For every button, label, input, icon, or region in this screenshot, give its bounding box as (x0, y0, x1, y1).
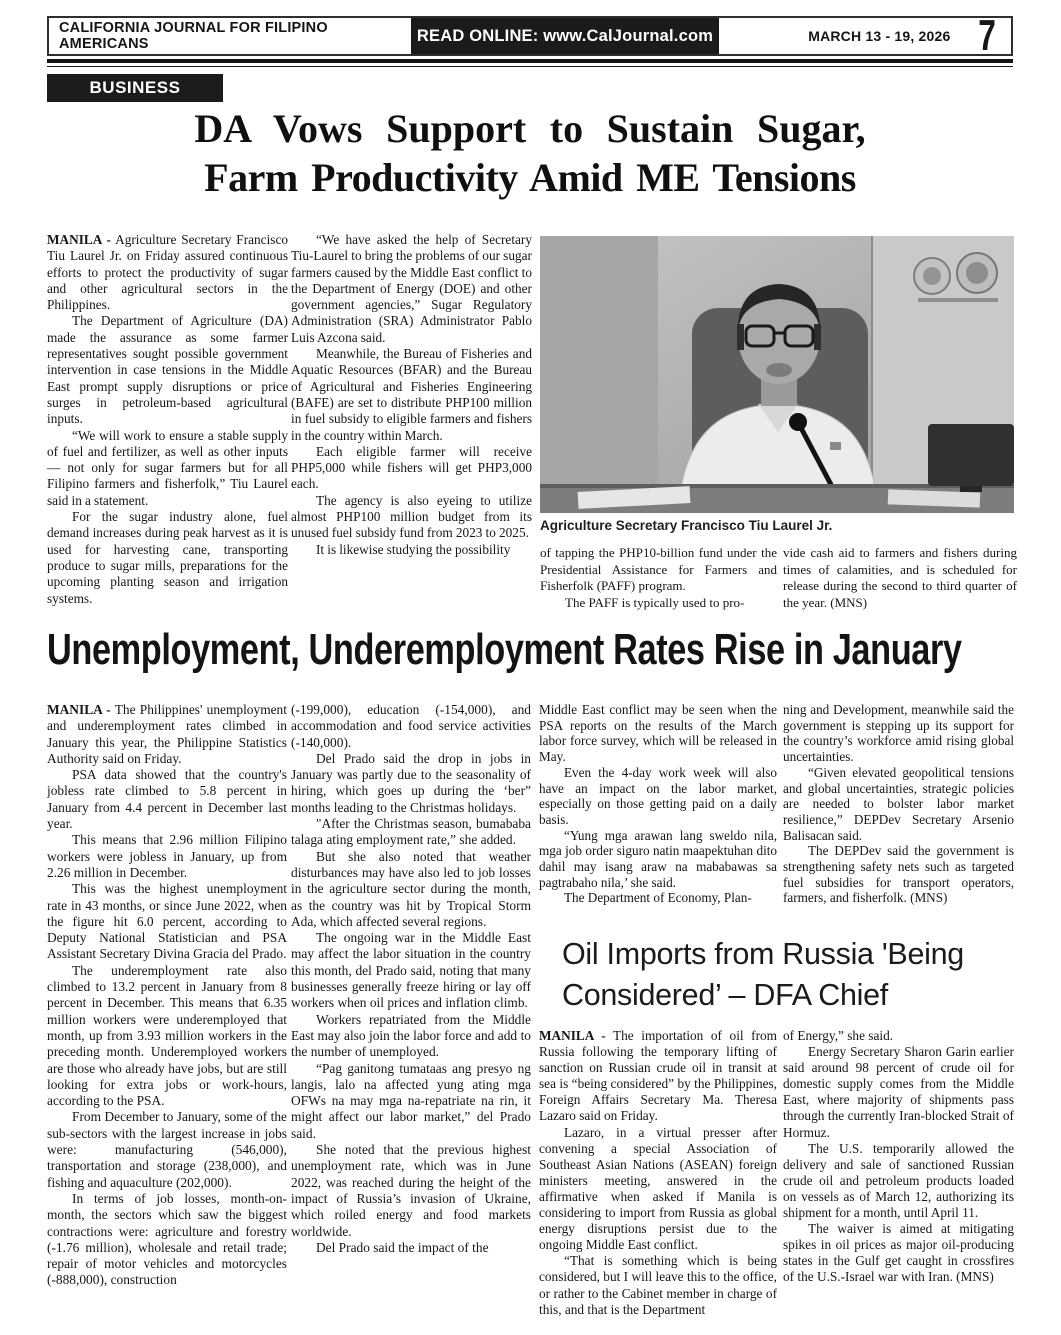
masthead-bar (47, 11, 1013, 60)
paragraph: Each eligible farmer will receive PHP5,000 while fishers will get PHP3,000 each. (291, 443, 532, 492)
paragraph: “That is something which is being considered, but I will leave this to the office, or rather to the Cabinet member in charge of this, and that is the Department (539, 1253, 777, 1317)
article-da-headline (60, 104, 1000, 202)
paragraph: of tapping the PHP10-billion fund under the Presidential Assistance for Farmers and Fisherfolk (PAFF) program. (540, 545, 777, 594)
article-oil-column-1 (539, 1028, 777, 1335)
issue-date: MARCH 13 - 19, 2026 (808, 28, 951, 44)
photo-table (540, 484, 1014, 513)
headline-line: Oil Imports from Russia 'Being (562, 937, 964, 971)
article-oil-column-2 (783, 1028, 1014, 1335)
masthead-rule-thick (47, 59, 1013, 63)
paragraph: The ongoing war in the Middle East may affect the labor situation in the country this month, del Prado said, noting that many businesses generally freeze hiring or lay off workers when oil prices and inflation climb. (291, 930, 531, 1011)
paragraph: vide cash aid to farmers and fishers during times of calamities, and is scheduled for release during the second to third quarter of the year. (MNS) (783, 545, 1017, 610)
paragraph: “We will work to ensure a stable supply of fuel and fertilizer, as well as other inputs — not only for sugar farmers but for all Filipino farmers and fisherfolk,” Tiu Laurel said in a statement. (47, 427, 288, 508)
paragraph: Del Prado said the drop in jobs in January was partly due to the seasonality of hiring, which goes up during the ‘ber” months leading to the Christmas holidays. (291, 750, 531, 815)
headline-line: DA Vows Support to Sustain Sugar, (194, 106, 866, 151)
page-number: 7 (977, 11, 996, 60)
paragraph: "After the Christmas season, bumababa talaga ating employment rate,” she added. (291, 816, 531, 848)
article-jobs-column-1 (47, 702, 287, 1335)
article-jobs-column-3 (539, 702, 777, 934)
article-da-column-3 (540, 545, 777, 618)
article-da-column-4 (783, 545, 1017, 618)
paragraph: But she also noted that weather disturbances may have also led to job losses in the agriculture sector during the month, as the country was hit by Tropical Storm Ada, which affected several regions. (291, 848, 531, 929)
paragraph: ning and Development, meanwhile said the government is stepping up its support for the country’s workforce amid rising global uncertainties. (783, 702, 1014, 765)
paragraph: The Department of Agriculture (DA) made the assurance as some farmer representatives sought possible government intervention in case tensions in the Middle East prompt supply disruptions or price surges in petroleum-based agricultural inputs. (47, 313, 288, 427)
article-photo (540, 236, 1014, 513)
paragraph: Meanwhile, the Bureau of Fisheries and Aquatic Resources (BFAR) and the Bureau of Agricultural and Fisheries Engineering (BAFE) are set to distribute PHP100 million in fuel subsidy to eligible farmers and fishers in the country within March. (291, 346, 532, 443)
paragraph: Middle East conflict may be seen when the PSA reports on the results of the March labor force survey, which will be released in May. (539, 702, 777, 765)
paragraph: MANILA - The importation of oil from Russia following the temporary lifting of sanction on Russian crude oil in transit at sea is “being considered” by the Philippines, Foreign Affairs Secretary Ma. Theresa Lazaro said on Friday. (539, 1028, 777, 1124)
paragraph: PSA data showed that the country's jobless rate climbed to 5.8 percent in January from 4.4 percent in December last year. (47, 767, 287, 832)
photo-monitor (928, 424, 1014, 492)
paragraph: From December to January, some of the sub-sectors with the largest increase in jobs were: manufacturing (546,000), transportation and storage (238,000), and fishing and aquaculture (202,000). (47, 1109, 287, 1190)
paragraph: Lazaro, in a virtual presser after convening a special Association of Southeast Asian Nations (ASEAN) foreign ministers meeting, answered in the affirmative when asked if Manila is considering to import from Russia as global energy disruptions persist due to the ongoing Middle East conflict. (539, 1124, 777, 1253)
section-label-business: BUSINESS (47, 74, 223, 102)
photo-illustration (540, 236, 1014, 513)
paragraph: The Department of Economy, Plan- (564, 890, 752, 906)
paragraph: The PAFF is typically used to pro- (565, 594, 745, 610)
paragraph: “We have asked the help of Secretary Tiu-Laurel to bring the problems of our sugar farmers caused by the Middle East conflict to the Department of Energy (DOE) and other government agencies,” Sugar Regulatory Administration (SRA) Administrator Pablo Luis Azcona said. (291, 232, 532, 345)
article-da-column-2 (291, 232, 532, 618)
headline-text: Unemployment, Underemployment Rates Rise in January (47, 625, 962, 674)
headline-line: Considered’ – DFA Chief (562, 978, 888, 1012)
paragraph: Even the 4-day work week will also have an impact on the labor market, especially on those getting paid on a daily basis. (539, 764, 777, 827)
paragraph: The U.S. temporarily allowed the delivery and sale of sanctioned Russian crude oil and petroleum products loaded on vessels as of March 12, authorizing its shipment for a month, until April 11. (783, 1140, 1014, 1221)
paragraph: “Given elevated geopolitical tensions and global uncertainties, strategic policies are needed to bolster labor market resilience,” DEPDev Secretary Arsenio Balisacan said. (783, 764, 1014, 843)
article-jobs-headline (47, 620, 1015, 682)
paragraph: In terms of job losses, month-on-month, the sectors which saw the biggest contractions were: agriculture and forestry (-1.76 million), wholesale and retail trade; repair of motor vehicles and motorcycles (-888,000), construction (47, 1190, 287, 1288)
paragraph: The agency is also eyeing to utilize almost PHP100 million budget from its unused fuel subsidy fund from 2023 to 2025. (291, 492, 532, 541)
paragraph: “Yung mga arawan lang sweldo nila, mga job order siguro natin maapektuhan dito dahil may isang araw na mababawas sa pagtrabaho nila,’ she said. (539, 827, 777, 890)
paragraph: Workers repatriated from the Middle East may also join the labor force and add to the number of unemployed. (291, 1011, 531, 1060)
paragraph: Energy Secretary Sharon Garin earlier said around 98 percent of crude oil for domestic supply comes from the Middle East, where majority of shipments pass through the currently Iran-blocked Strait of Hormuz. (783, 1044, 1014, 1140)
paragraph: The DEPDev said the government is strengthening safety nets such as targeted fuel subsidies for transport operators, farmers, and fisherfolk. (MNS) (783, 843, 1014, 906)
headline-line: Farm Productivity Amid ME Tensions (204, 155, 856, 200)
paragraph: Del Prado said the impact of the (316, 1239, 489, 1255)
photo-caption: Agriculture Secretary Francisco Tiu Laurel Jr. (540, 518, 833, 533)
paragraph: The waiver is aimed at mitigating spikes in oil prices as major oil-producing states in the Gulf get caught in crossfires of the U.S.-Israel war with Iran. (MNS) (783, 1221, 1014, 1285)
article-jobs-column-2 (291, 702, 531, 1335)
paragraph: MANILA - Agriculture Secretary Francisco Tiu Laurel Jr. on Friday assured continuous efforts to protect the productivity of sugar and other agricultural sectors in the Philippines. (47, 232, 288, 313)
paragraph: She noted that the previous highest unemployment rate, which was in June 2022, was reached during the height of the impact of Russia’s invasion of Ukraine, which roiled energy and food markets worldwide. (291, 1142, 531, 1239)
paragraph: The underemployment rate also climbed to 13.2 percent in January from 8 percent in December. This means that 6.35 million workers were underemployed that month, up from 3.93 million workers in the preceding month. Underemployed workers are those who already have jobs, but are still looking for extra jobs or work-hours, according to the PSA. (47, 962, 287, 1109)
read-online-banner: READ ONLINE: www.CalJournal.com (411, 18, 719, 54)
paragraph: It is likewise studying the possibility (316, 541, 511, 557)
masthead-rule-thin (47, 66, 1013, 67)
paragraph: For the sugar industry alone, fuel demand increases during peak harvest as it is used for harvesting cane, transporting produce to sugar mills, preparations for the upcoming planting season and irrigation systems. (47, 509, 288, 606)
paragraph: of Energy,” she said. (783, 1028, 894, 1043)
article-jobs-column-4 (783, 702, 1014, 934)
paragraph: This was the highest unemployment rate in 43 months, or since June 2022, when the figure hit 6.0 percent, according to Deputy National Statistician and PSA Assistant Secretary Divina Gracia del Prado. (47, 881, 287, 962)
paragraph: MANILA - The Philippines' unemployment and underemployment rates climbed in January this year, the Philippine Statistics Authority said on Friday. (47, 702, 287, 766)
article-oil-headline (562, 934, 1018, 1016)
article-da-column-1 (47, 232, 288, 618)
paragraph: (-199,000), education (-154,000), and accommodation and food service activities (-140,000). (291, 702, 531, 750)
paragraph: This means that 2.96 million Filipino workers were jobless in January, up from 2.26 million in December. (47, 832, 287, 880)
publication-name: CALIFORNIA JOURNAL FOR FILIPINO AMERICANS (59, 20, 328, 52)
paragraph: “Pag ganitong tumataas ang presyo ng langis, lalo na affected yung ating mga OFWs na may mga na-repatriate na rin, it might affect our labor market,” del Prado said. (291, 1060, 531, 1141)
